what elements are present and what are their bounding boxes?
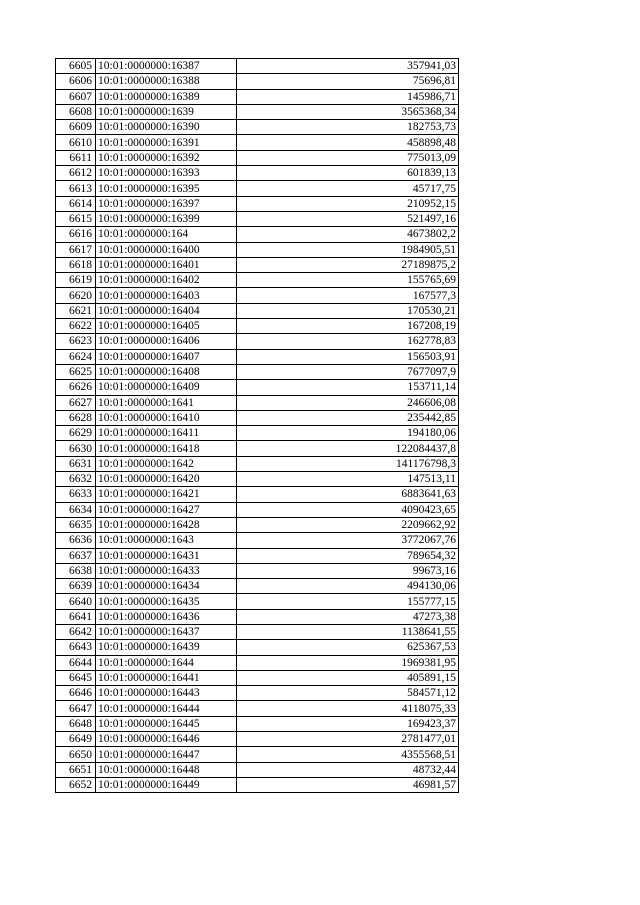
row-number-cell: 6617 — [56, 242, 96, 257]
table-row — [56, 548, 459, 563]
table-row — [56, 349, 459, 364]
amount-cell: 194180,06 — [237, 426, 459, 441]
row-number-cell: 6649 — [56, 732, 96, 747]
row-number-cell: 6647 — [56, 701, 96, 716]
table-row — [56, 196, 459, 211]
row-number-cell: 6638 — [56, 563, 96, 578]
amount-cell: 170530,21 — [237, 303, 459, 318]
cadastral-number-cell: 10:01:0000000:16399 — [96, 211, 237, 226]
amount-cell: 75696,81 — [237, 74, 459, 89]
amount-cell: 169423,37 — [237, 716, 459, 731]
row-number-cell: 6616 — [56, 227, 96, 242]
row-number-cell: 6606 — [56, 74, 96, 89]
cadastral-number-cell: 10:01:0000000:16389 — [96, 89, 237, 104]
table-row — [56, 211, 459, 226]
amount-cell: 6883641,63 — [237, 487, 459, 502]
row-number-cell: 6629 — [56, 426, 96, 441]
table-row — [56, 334, 459, 349]
row-number-cell: 6609 — [56, 120, 96, 135]
cadastral-number-cell: 10:01:0000000:16433 — [96, 563, 237, 578]
amount-cell: 4355568,51 — [237, 747, 459, 762]
amount-cell: 458898,48 — [237, 135, 459, 150]
row-number-cell: 6630 — [56, 441, 96, 456]
cadastral-number-cell: 10:01:0000000:16405 — [96, 319, 237, 334]
table-row — [56, 410, 459, 425]
table-row — [56, 716, 459, 731]
amount-cell: 2209662,92 — [237, 517, 459, 532]
row-number-cell: 6642 — [56, 624, 96, 639]
table-row — [56, 257, 459, 272]
row-number-cell: 6612 — [56, 166, 96, 181]
amount-cell: 167577,3 — [237, 288, 459, 303]
amount-cell: 775013,09 — [237, 150, 459, 165]
cadastral-number-cell: 10:01:0000000:1641 — [96, 395, 237, 410]
row-number-cell: 6615 — [56, 211, 96, 226]
amount-cell: 155765,69 — [237, 273, 459, 288]
row-number-cell: 6650 — [56, 747, 96, 762]
amount-cell: 1969381,95 — [237, 655, 459, 670]
cadastral-number-cell: 10:01:0000000:16418 — [96, 441, 237, 456]
cadastral-number-cell: 10:01:0000000:16437 — [96, 624, 237, 639]
table-row — [56, 166, 459, 181]
table-row — [56, 533, 459, 548]
table-row — [56, 624, 459, 639]
cadastral-number-cell: 10:01:0000000:16448 — [96, 762, 237, 777]
amount-cell: 147513,11 — [237, 472, 459, 487]
table-row — [56, 395, 459, 410]
table-row — [56, 227, 459, 242]
amount-cell: 584571,12 — [237, 686, 459, 701]
amount-cell: 46981,57 — [237, 777, 459, 792]
row-number-cell: 6627 — [56, 395, 96, 410]
table-row — [56, 594, 459, 609]
row-number-cell: 6631 — [56, 456, 96, 471]
row-number-cell: 6613 — [56, 181, 96, 196]
amount-cell: 405891,15 — [237, 670, 459, 685]
amount-cell: 156503,91 — [237, 349, 459, 364]
cadastral-number-cell: 10:01:0000000:1643 — [96, 533, 237, 548]
row-number-cell: 6636 — [56, 533, 96, 548]
row-number-cell: 6651 — [56, 762, 96, 777]
cadastral-number-cell: 10:01:0000000:1642 — [96, 456, 237, 471]
row-number-cell: 6628 — [56, 410, 96, 425]
amount-cell: 27189875,2 — [237, 257, 459, 272]
cadastral-number-cell: 10:01:0000000:16444 — [96, 701, 237, 716]
cadastral-number-cell: 10:01:0000000:16420 — [96, 472, 237, 487]
table-row — [56, 732, 459, 747]
table-row — [56, 303, 459, 318]
row-number-cell: 6639 — [56, 579, 96, 594]
table-row — [56, 487, 459, 502]
cadastral-number-cell: 10:01:0000000:16401 — [96, 257, 237, 272]
amount-cell: 246606,08 — [237, 395, 459, 410]
row-number-cell: 6634 — [56, 502, 96, 517]
table-row — [56, 242, 459, 257]
amount-cell: 625367,53 — [237, 640, 459, 655]
cadastral-number-cell: 10:01:0000000:16404 — [96, 303, 237, 318]
table-row — [56, 104, 459, 119]
row-number-cell: 6621 — [56, 303, 96, 318]
cadastral-number-cell: 10:01:0000000:16449 — [96, 777, 237, 792]
row-number-cell: 6637 — [56, 548, 96, 563]
cadastral-number-cell: 10:01:0000000:16392 — [96, 150, 237, 165]
cadastral-number-cell: 10:01:0000000:16406 — [96, 334, 237, 349]
cadastral-number-cell: 10:01:0000000:16393 — [96, 166, 237, 181]
row-number-cell: 6635 — [56, 517, 96, 532]
cadastral-number-cell: 10:01:0000000:16402 — [96, 273, 237, 288]
row-number-cell: 6624 — [56, 349, 96, 364]
data-table — [55, 58, 459, 793]
amount-cell: 122084437,8 — [237, 441, 459, 456]
row-number-cell: 6605 — [56, 59, 96, 74]
amount-cell: 4673802,2 — [237, 227, 459, 242]
cadastral-number-cell: 10:01:0000000:16436 — [96, 609, 237, 624]
amount-cell: 210952,15 — [237, 196, 459, 211]
cadastral-number-cell: 10:01:0000000:16400 — [96, 242, 237, 257]
cadastral-number-cell: 10:01:0000000:16447 — [96, 747, 237, 762]
table-row — [56, 135, 459, 150]
row-number-cell: 6625 — [56, 364, 96, 379]
amount-cell: 357941,03 — [237, 59, 459, 74]
amount-cell: 182753,73 — [237, 120, 459, 135]
table-row — [56, 655, 459, 670]
row-number-cell: 6614 — [56, 196, 96, 211]
row-number-cell: 6632 — [56, 472, 96, 487]
cadastral-number-cell: 10:01:0000000:16427 — [96, 502, 237, 517]
amount-cell: 3565368,34 — [237, 104, 459, 119]
cadastral-number-cell: 10:01:0000000:16410 — [96, 410, 237, 425]
row-number-cell: 6640 — [56, 594, 96, 609]
amount-cell: 521497,16 — [237, 211, 459, 226]
amount-cell: 1138641,55 — [237, 624, 459, 639]
amount-cell: 141176798,3 — [237, 456, 459, 471]
amount-cell: 494130,06 — [237, 579, 459, 594]
cadastral-number-cell: 10:01:0000000:16409 — [96, 380, 237, 395]
row-number-cell: 6618 — [56, 257, 96, 272]
cadastral-number-cell: 10:01:0000000:16411 — [96, 426, 237, 441]
row-number-cell: 6611 — [56, 150, 96, 165]
cadastral-number-cell: 10:01:0000000:16435 — [96, 594, 237, 609]
row-number-cell: 6626 — [56, 380, 96, 395]
table-row — [56, 472, 459, 487]
row-number-cell: 6608 — [56, 104, 96, 119]
table-row — [56, 273, 459, 288]
table-row — [56, 89, 459, 104]
amount-cell: 235442,85 — [237, 410, 459, 425]
cadastral-number-cell: 10:01:0000000:164 — [96, 227, 237, 242]
amount-cell: 4090423,65 — [237, 502, 459, 517]
amount-cell: 153711,14 — [237, 380, 459, 395]
cadastral-number-cell: 10:01:0000000:16443 — [96, 686, 237, 701]
table-row — [56, 181, 459, 196]
amount-cell: 7677097,9 — [237, 364, 459, 379]
table-row — [56, 288, 459, 303]
cadastral-number-cell: 10:01:0000000:16390 — [96, 120, 237, 135]
table-row — [56, 59, 459, 74]
row-number-cell: 6623 — [56, 334, 96, 349]
table-row — [56, 120, 459, 135]
table-row — [56, 364, 459, 379]
table-row — [56, 563, 459, 578]
cadastral-number-cell: 10:01:0000000:16397 — [96, 196, 237, 211]
row-number-cell: 6648 — [56, 716, 96, 731]
row-number-cell: 6619 — [56, 273, 96, 288]
row-number-cell: 6641 — [56, 609, 96, 624]
amount-cell: 789654,32 — [237, 548, 459, 563]
cadastral-number-cell: 10:01:0000000:16395 — [96, 181, 237, 196]
cadastral-number-cell: 10:01:0000000:16407 — [96, 349, 237, 364]
row-number-cell: 6633 — [56, 487, 96, 502]
table-row — [56, 517, 459, 532]
amount-cell: 2781477,01 — [237, 732, 459, 747]
amount-cell: 1984905,51 — [237, 242, 459, 257]
amount-cell: 99673,16 — [237, 563, 459, 578]
table-row — [56, 74, 459, 89]
amount-cell: 3772067,76 — [237, 533, 459, 548]
table-row — [56, 640, 459, 655]
cadastral-number-cell: 10:01:0000000:16441 — [96, 670, 237, 685]
amount-cell: 162778,83 — [237, 334, 459, 349]
row-number-cell: 6644 — [56, 655, 96, 670]
cadastral-number-cell: 10:01:0000000:16421 — [96, 487, 237, 502]
table-row — [56, 150, 459, 165]
amount-cell: 45717,75 — [237, 181, 459, 196]
row-number-cell: 6652 — [56, 777, 96, 792]
table-row — [56, 609, 459, 624]
amount-cell: 48732,44 — [237, 762, 459, 777]
table-row — [56, 426, 459, 441]
table-row — [56, 502, 459, 517]
cadastral-number-cell: 10:01:0000000:16446 — [96, 732, 237, 747]
row-number-cell: 6610 — [56, 135, 96, 150]
cadastral-number-cell: 10:01:0000000:16439 — [96, 640, 237, 655]
amount-cell: 4118075,33 — [237, 701, 459, 716]
cadastral-number-cell: 10:01:0000000:16391 — [96, 135, 237, 150]
cadastral-number-cell: 10:01:0000000:16387 — [96, 59, 237, 74]
table-row — [56, 762, 459, 777]
cadastral-number-cell: 10:01:0000000:16434 — [96, 579, 237, 594]
cadastral-number-cell: 10:01:0000000:1644 — [96, 655, 237, 670]
row-number-cell: 6645 — [56, 670, 96, 685]
cadastral-number-cell: 10:01:0000000:16388 — [96, 74, 237, 89]
table-row — [56, 380, 459, 395]
table-row — [56, 441, 459, 456]
table-row — [56, 686, 459, 701]
cadastral-number-cell: 10:01:0000000:16431 — [96, 548, 237, 563]
cadastral-number-cell: 10:01:0000000:16403 — [96, 288, 237, 303]
cadastral-number-cell: 10:01:0000000:16408 — [96, 364, 237, 379]
row-number-cell: 6620 — [56, 288, 96, 303]
table-body — [56, 59, 459, 793]
table-row — [56, 579, 459, 594]
cadastral-number-cell: 10:01:0000000:16445 — [96, 716, 237, 731]
row-number-cell: 6622 — [56, 319, 96, 334]
table-row — [56, 670, 459, 685]
row-number-cell: 6643 — [56, 640, 96, 655]
table-row — [56, 319, 459, 334]
amount-cell: 167208,19 — [237, 319, 459, 334]
amount-cell: 155777,15 — [237, 594, 459, 609]
amount-cell: 47273,38 — [237, 609, 459, 624]
table-row — [56, 747, 459, 762]
row-number-cell: 6607 — [56, 89, 96, 104]
cadastral-number-cell: 10:01:0000000:1639 — [96, 104, 237, 119]
amount-cell: 601839,13 — [237, 166, 459, 181]
amount-cell: 145986,71 — [237, 89, 459, 104]
table-row — [56, 777, 459, 792]
cadastral-number-cell: 10:01:0000000:16428 — [96, 517, 237, 532]
table-row — [56, 701, 459, 716]
row-number-cell: 6646 — [56, 686, 96, 701]
table-row — [56, 456, 459, 471]
